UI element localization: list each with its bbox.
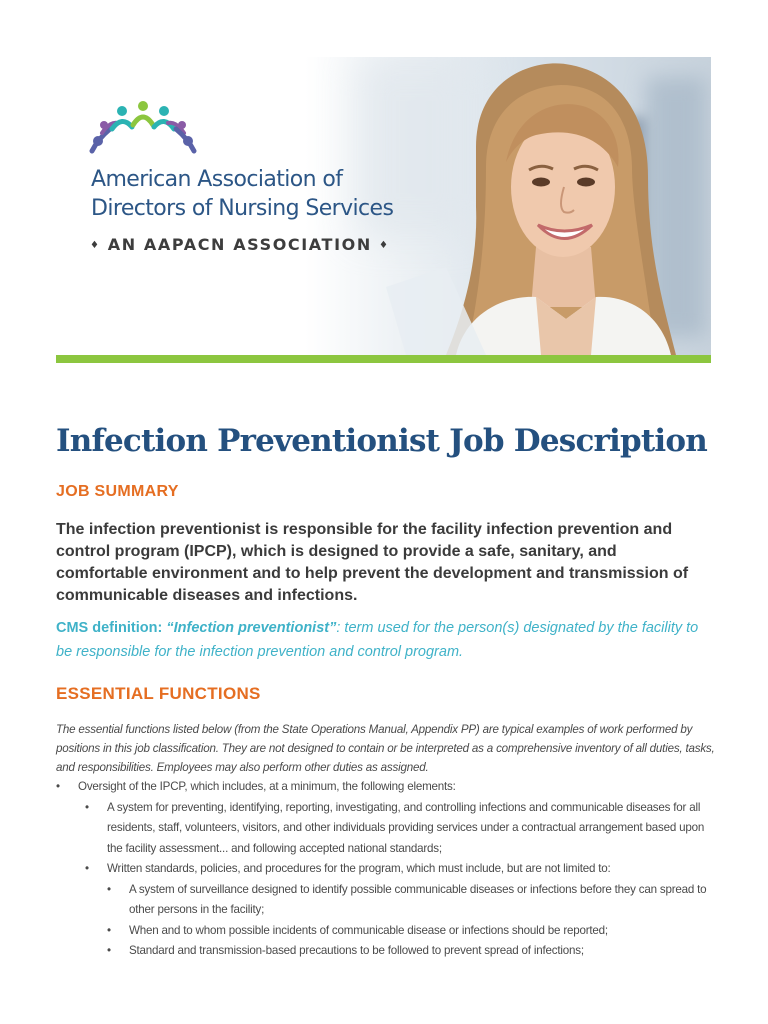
bullet-icon: • [56,780,60,793]
list-item [85,859,716,962]
sub-sub-list [107,880,716,962]
list-item-text: Oversight of the IPCP, which includes, at a minimum, the following elements: [78,780,456,793]
list-item [107,941,716,962]
header-banner [56,57,711,355]
essential-functions-intro: The essential functions listed below (from the State Operations Manual, Appendix PP) are typical examples of work performed by positions in this job classification. They are not designed to contain or be interpreted as a comprehensive inventory of all duties, tasks, and responsibilities. Employees may also perform other duties as assigned. [56,723,715,774]
cms-definition [56,616,716,664]
essential-functions-list [56,777,716,962]
list-item-text: Written standards, policies, and procedures for the program, which must include, but are not limited to: [107,862,611,875]
list-item-text: A system for preventing, identifying, reporting, investigating, and controlling infections and communicable diseases for all residents, staff, volunteers, visitors, and other individuals providing services under a contractual arrangement based upon the facility assessment... and following accepted national standards; [107,800,705,855]
list-item [56,777,716,962]
cms-definition-text: : term used for the person(s) designated by the facility to be responsible for the infection prevention and control program. [56,620,699,660]
bullet-icon: • [107,923,111,937]
job-summary-heading: JOB SUMMARY [56,483,179,500]
cms-definition-label: CMS definition: [56,620,163,636]
list-item-text: A system of surveillance designed to identify possible communicable diseases or infections before they can spread to other persons in the facility; [129,882,707,916]
org-name-line-2: Directors of Nursing Services [91,196,394,221]
diamond-icon: ♦ [378,240,390,251]
association-logo [88,101,198,159]
essential-functions-heading: ESSENTIAL FUNCTIONS [56,684,261,703]
organization-name [91,165,411,223]
sub-list [78,798,716,962]
bullet-icon: • [107,944,111,957]
list-item-text: When and to whom possible incidents of communicable disease or infections should be reported; [129,923,608,937]
bullet-icon: • [85,800,89,814]
cms-definition-term: “Infection preventionist” [166,620,337,636]
job-summary-text: The infection preventionist is responsible for the facility infection prevention and control program (IPCP), which is designed to provide a safe, sanitary, and comfortable environment and to help prevent the development and transmission of communicable diseases and infections. [56,521,689,604]
list-item [85,798,716,860]
document-body [56,420,716,962]
header-accent-bar [56,355,711,363]
nurse-photo [386,57,711,355]
list-item [107,880,716,921]
bullet-icon: • [85,862,89,875]
diamond-icon: ♦ [90,240,101,251]
list-item [107,921,716,942]
organization-tagline [90,235,390,254]
list-item-text: Standard and transmission-based precautions to be followed to prevent spread of infections; [129,944,584,957]
tagline-text: AN AAPACN ASSOCIATION [107,235,372,254]
bullet-icon: • [107,882,111,896]
org-name-line-1: American Association of [91,167,343,192]
page-title: Infection Preventionist Job Description [56,423,708,459]
